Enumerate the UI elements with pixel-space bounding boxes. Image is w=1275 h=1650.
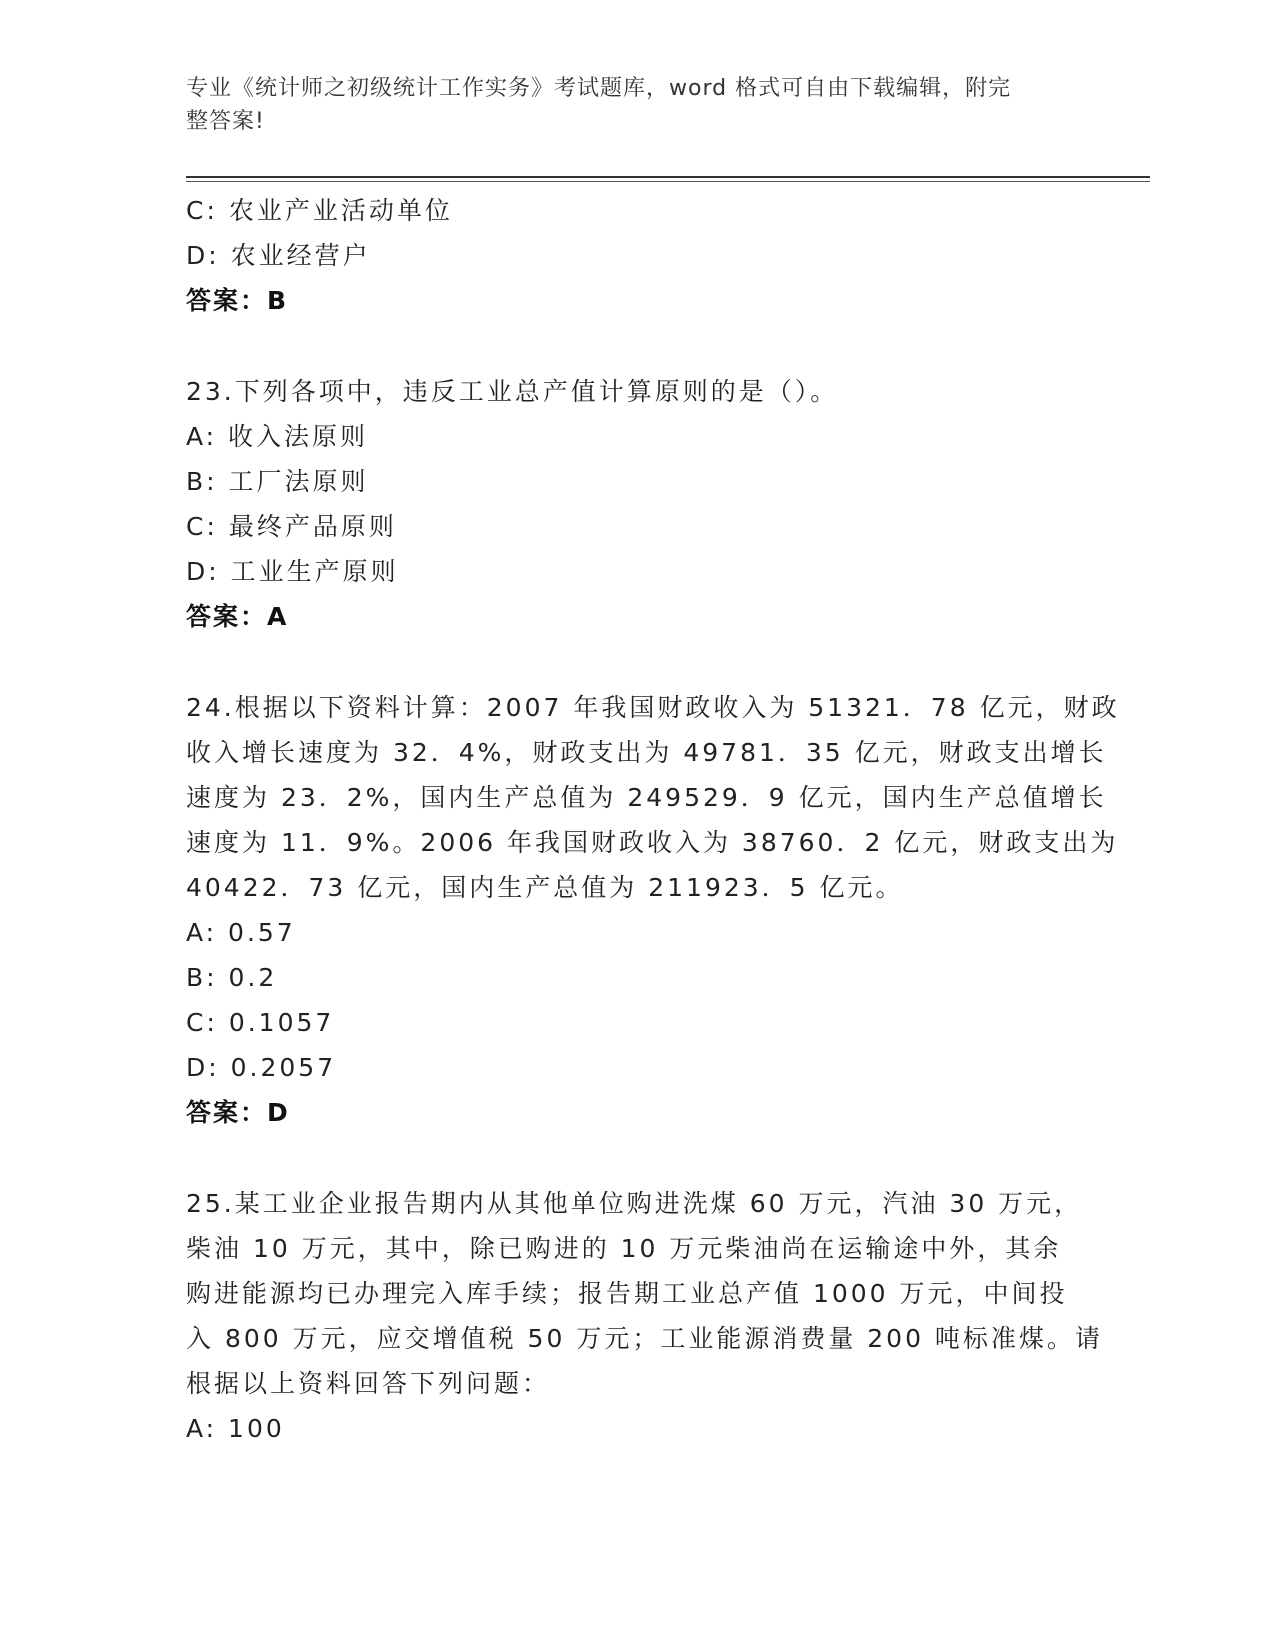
question-stem-line: 购进能源均已办理完入库手续；报告期工业总产值 1000 万元，中间投 (186, 1279, 1068, 1308)
question-stem-line: 速度为 11．9%。2006 年我国财政收入为 38760．2 亿元，财政支出为 (186, 828, 1119, 857)
answer-line: 答案：D (186, 1098, 290, 1127)
header-divider-thin (186, 181, 1150, 182)
question-stem-line: 收入增长速度为 32．4%，财政支出为 49781．35 亿元，财政支出增长 (186, 738, 1107, 767)
prev-question-block (186, 188, 1086, 323)
question-23 (186, 369, 1086, 639)
answer-line: 答案：B (186, 286, 289, 315)
page-header (186, 72, 1066, 138)
option-b: B: 工厂法原则 (186, 467, 369, 496)
question-stem-line: 24.根据以下资料计算：2007 年我国财政收入为 51321．78 亿元，财政 (186, 693, 1120, 722)
question-content (186, 188, 1120, 1451)
question-stem-line: 速度为 23．2%，国内生产总值为 249529．9 亿元，国内生产总值增长 (186, 783, 1107, 812)
option-c: C: 农业产业活动单位 (186, 196, 453, 225)
question-stem-line: 40422．73 亿元，国内生产总值为 211923．5 亿元。 (186, 873, 904, 902)
question-25 (186, 1181, 1103, 1451)
question-stem-line: 23.下列各项中，违反工业总产值计算原则的是（）。 (186, 377, 839, 406)
option-b: B: 0.2 (186, 963, 278, 992)
header-line-1: 专业《统计师之初级统计工作实务》考试题库，word 格式可自由下载编辑，附完 (186, 76, 1012, 101)
question-stem-line: 入 800 万元，应交增值税 50 万元；工业能源消费量 200 吨标准煤。请 (186, 1324, 1103, 1353)
option-d: D: 0.2057 (186, 1053, 337, 1082)
option-a: A: 100 (186, 1414, 285, 1443)
question-24 (186, 685, 1120, 1135)
option-d: D: 农业经营户 (186, 241, 371, 270)
header-divider-thick (186, 176, 1150, 178)
answer-line: 答案：A (186, 602, 289, 631)
option-a: A: 收入法原则 (186, 422, 369, 451)
question-stem-line: 柴油 10 万元，其中，除已购进的 10 万元柴油尚在运输途中外，其余 (186, 1234, 1062, 1263)
option-a: A: 0.57 (186, 918, 296, 947)
question-stem-line: 25.某工业企业报告期内从其他单位购进洗煤 60 万元，汽油 30 万元， (186, 1189, 1083, 1218)
option-d: D: 工业生产原则 (186, 557, 399, 586)
header-line-2: 整答案! (186, 109, 265, 134)
option-c: C: 0.1057 (186, 1008, 335, 1037)
option-c: C: 最终产品原则 (186, 512, 397, 541)
question-stem-line: 根据以上资料回答下列问题： (186, 1369, 551, 1398)
